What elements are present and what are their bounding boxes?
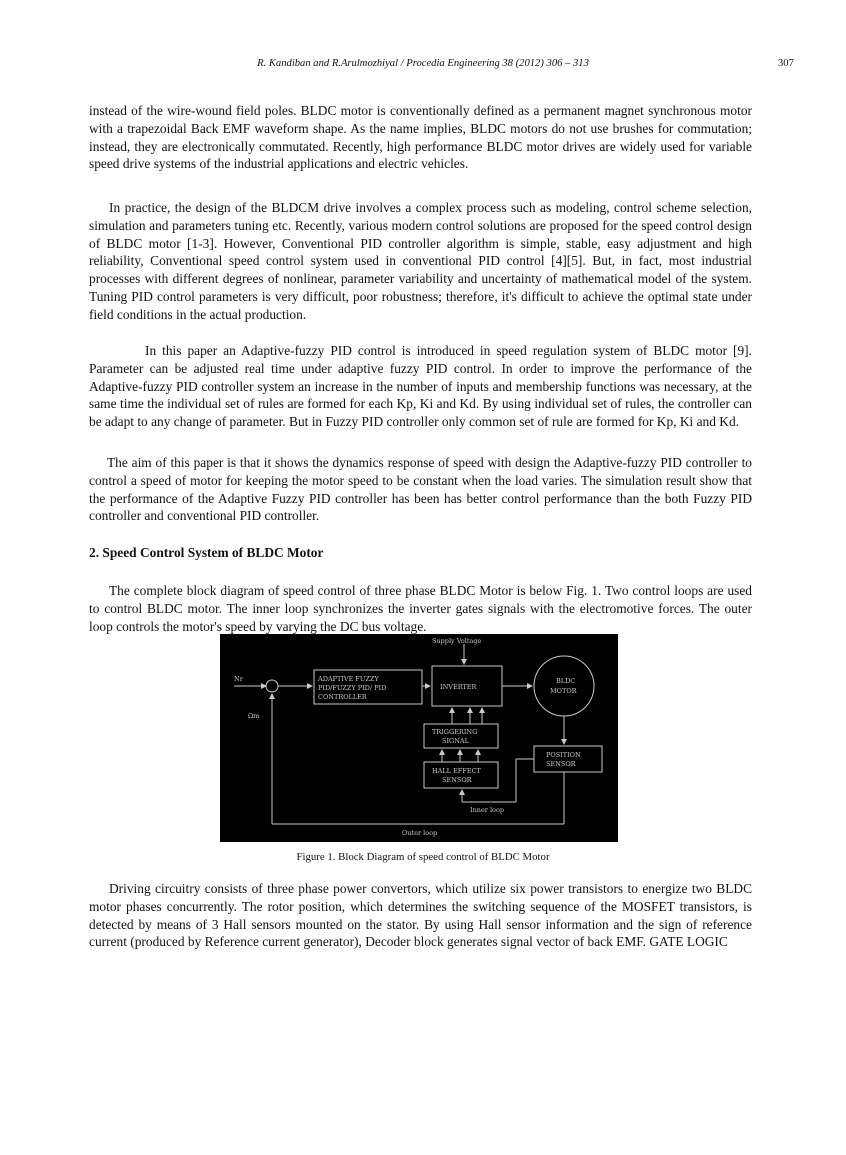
paragraph: In this paper an Adaptive-fuzzy PID control is introduced in speed regulation system of BLDC motor [9]. Parameter can be adjusted real time under adaptive fuzzy PID control. In order to improve the performance of the Adaptive-fuzzy PID controller system an increase in the number of inputs and membership functions was necessary, at the same time the individual set of rules are formed for each Kp, Ki and Kd. By using individual set of rules, the controller can be adapt to any change of parameter. But in Fuzzy PID controller only common set of rule are formed for Kp, Ki and Kd. xyxy=(89,343,752,430)
feedback-label: Ωm xyxy=(248,712,260,720)
paragraph: The complete block diagram of speed control of three phase BLDC Motor is below Fig. 1. Two control loops are used to control BLDC motor. The inner loop synchronizes the inverter gates signals with the electromotive forces. The outer loop controls the motor's speed by varying the DC bus voltage. xyxy=(89,583,752,634)
hall-label-1: HALL EFFECT xyxy=(432,767,481,775)
reference-label: Nr xyxy=(234,675,243,683)
supply-label: Supply Voltage xyxy=(432,637,482,645)
controller-label-3: CONTROLLER xyxy=(318,693,367,701)
controller-label-2: PID/FUZZY PID/ PID xyxy=(318,684,387,692)
running-header: R. Kandiban and R.Arulmozhiyal / Procedia Engineering 38 (2012) 306 – 313 xyxy=(257,58,589,69)
hall-label-2: SENSOR xyxy=(442,776,472,784)
motor-label-1: BLDC xyxy=(556,677,576,685)
triggering-label-2: SIGNAL xyxy=(442,737,469,745)
position-label-1: POSITION xyxy=(546,751,581,759)
block-diagram-figure xyxy=(220,634,618,842)
bldc-motor xyxy=(534,656,594,716)
hall-sensor-block xyxy=(424,762,498,788)
paragraph: Driving circuitry consists of three phase power convertors, which utilize six power transistors to energize two BLDC motor phases concurrently. The rotor position, which determines the switching sequence of the MOSFET transistors, is detected by means of 3 Hall sensors mounted on the stator. By using Hall sensor information and the sign of reference current (produced by Reference current generator), Decoder block generates signal vector of back EMF. GATE LOGIC xyxy=(89,881,752,950)
inner-loop-label: Inner loop xyxy=(470,806,505,814)
position-label-2: SENSOR xyxy=(546,760,576,768)
summing-junction xyxy=(266,680,278,692)
controller-label-1: ADAPTIVE FUZZY xyxy=(318,675,379,683)
figure-caption: Figure 1. Block Diagram of speed control of BLDC Motor xyxy=(296,851,550,863)
position-sensor-block xyxy=(534,746,602,772)
motor-label-2: MOTOR xyxy=(550,687,577,695)
paragraph: In practice, the design of the BLDCM drive involves a complex process such as modeling, control scheme selection, simulation and parameters tuning etc. Recently, various modern control solutions are proposed for the speed control design of BLDC motor [1-3]. However, Conventional PID controller algorithm is simple, stable, easy adjustment and high reliability, Conventional speed control system used in conventional PID control [4][5]. But, in fact, most industrial processes with different degrees of nonlinear, parameter variability and uncertainty of mathematical model of the system. Tuning PID control parameters is very difficult, poor robustness; therefore, it's difficult to achieve the optimal state under field conditions in the actual production. xyxy=(89,200,752,322)
inverter-label: INVERTER xyxy=(440,683,477,691)
outer-loop-label: Outer loop xyxy=(402,829,438,837)
paragraph: instead of the wire-wound field poles. BLDC motor is conventionally defined as a permanent magnet synchronous motor with a trapezoidal Back EMF waveform shape. As the name implies, BLDC motors do not use brushes for commutation; instead, they are electronically commutated. Recently, high performance BLDC motor drives are widely used for variable speed drive systems of the industrial applications and electric vehicles. xyxy=(89,103,752,172)
block-diagram xyxy=(220,634,618,842)
page-number: 307 xyxy=(778,58,794,69)
triggering-label-1: TRIGGERING xyxy=(432,728,478,736)
section-heading: 2. Speed Control System of BLDC Motor xyxy=(89,545,324,560)
paragraph: The aim of this paper is that it shows the dynamics response of speed with design the Adaptive-fuzzy PID controller to control a speed of motor for keeping the motor speed to be constant when the load varies. The simulation result show that the performance of the Adaptive Fuzzy PID controller has been has better control performance than the both Fuzzy PID controller and conventional PID controller. xyxy=(89,455,752,524)
